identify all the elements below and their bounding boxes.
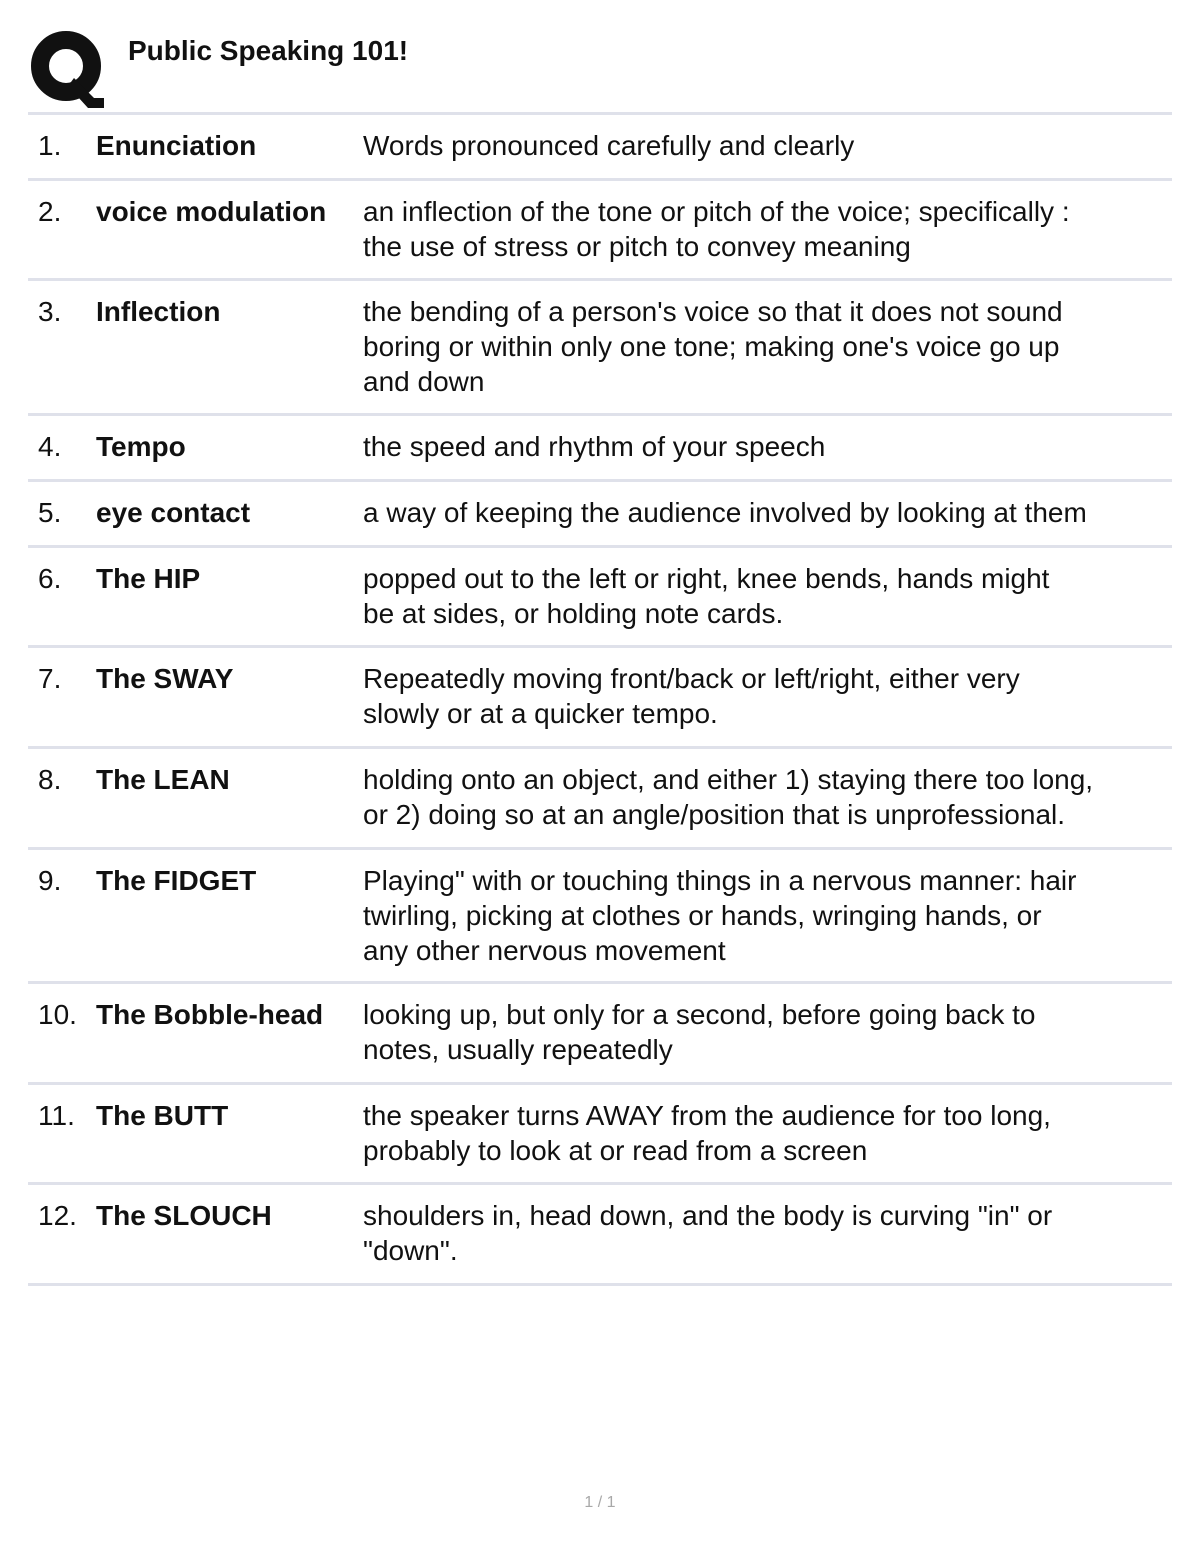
table-row bbox=[28, 281, 1172, 416]
term-definition: the speed and rhythm of your speech bbox=[363, 431, 826, 462]
term-definition: an inflection of the tone or pitch of the voice; specifically : the use of stress or pitch to convey meaning bbox=[363, 196, 1070, 262]
term-word: Enunciation bbox=[96, 130, 257, 161]
table-row bbox=[28, 416, 1172, 482]
table-row bbox=[28, 1185, 1172, 1286]
term-word: voice modulation bbox=[96, 196, 327, 227]
term-word: eye contact bbox=[96, 497, 251, 528]
table-row bbox=[28, 181, 1172, 281]
term-word: The LEAN bbox=[96, 764, 230, 795]
term-word: The SWAY bbox=[96, 663, 234, 694]
table-row bbox=[28, 984, 1172, 1085]
page-number: 1 / 1 bbox=[584, 1494, 616, 1511]
term-number: 2. bbox=[38, 196, 62, 227]
quizlet-q-logo-icon bbox=[28, 30, 108, 110]
term-word: Inflection bbox=[96, 296, 221, 327]
term-definition: a way of keeping the audience involved by looking at them bbox=[363, 497, 1087, 528]
term-number: 7. bbox=[38, 663, 62, 694]
term-definition: looking up, but only for a second, before going back to notes, usually repeatedly bbox=[363, 999, 1036, 1065]
term-definition: popped out to the left or right, knee bends, hands might be at sides, or holding note cards. bbox=[363, 563, 1050, 629]
term-number: 11. bbox=[38, 1100, 75, 1131]
term-definition: the bending of a person's voice so that it does not sound boring or within only one tone; making one's voice go up and down bbox=[363, 296, 1063, 397]
table-row bbox=[28, 749, 1172, 850]
term-word: The BUTT bbox=[96, 1100, 229, 1131]
term-number: 6. bbox=[38, 563, 62, 594]
term-number: 12. bbox=[38, 1200, 77, 1231]
term-definition: shoulders in, head down, and the body is curving "in" or "down". bbox=[363, 1200, 1053, 1266]
terms-table bbox=[28, 112, 1172, 1286]
term-word: Tempo bbox=[96, 431, 186, 462]
table-row bbox=[28, 115, 1172, 181]
term-word: The Bobble-head bbox=[96, 999, 324, 1030]
table-row bbox=[28, 548, 1172, 648]
table-row bbox=[28, 850, 1172, 984]
term-definition: Playing" with or touching things in a nervous manner: hair twirling, picking at clothes or hands, wringing hands, or any other nervous movement bbox=[363, 865, 1077, 966]
term-number: 1. bbox=[38, 130, 62, 161]
term-definition: the speaker turns AWAY from the audience for too long, probably to look at or read from a screen bbox=[363, 1100, 1051, 1166]
term-number: 9. bbox=[38, 865, 62, 896]
term-definition: Repeatedly moving front/back or left/right, either very slowly or at a quicker tempo. bbox=[363, 663, 1020, 729]
term-word: The SLOUCH bbox=[96, 1200, 272, 1231]
term-number: 10. bbox=[38, 999, 77, 1030]
term-number: 4. bbox=[38, 431, 62, 462]
term-number: 8. bbox=[38, 764, 62, 795]
document-header bbox=[28, 26, 1172, 110]
page-title: Public Speaking 101! bbox=[128, 35, 409, 66]
table-row bbox=[28, 482, 1172, 548]
term-word: The HIP bbox=[96, 563, 201, 594]
term-number: 3. bbox=[38, 296, 62, 327]
term-definition: Words pronounced carefully and clearly bbox=[363, 130, 855, 161]
term-definition: holding onto an object, and either 1) staying there too long, or 2) doing so at an angle/position that is unprofessional. bbox=[363, 764, 1094, 830]
term-word: The FIDGET bbox=[96, 865, 257, 896]
table-row bbox=[28, 648, 1172, 749]
term-number: 5. bbox=[38, 497, 62, 528]
table-row bbox=[28, 1085, 1172, 1185]
